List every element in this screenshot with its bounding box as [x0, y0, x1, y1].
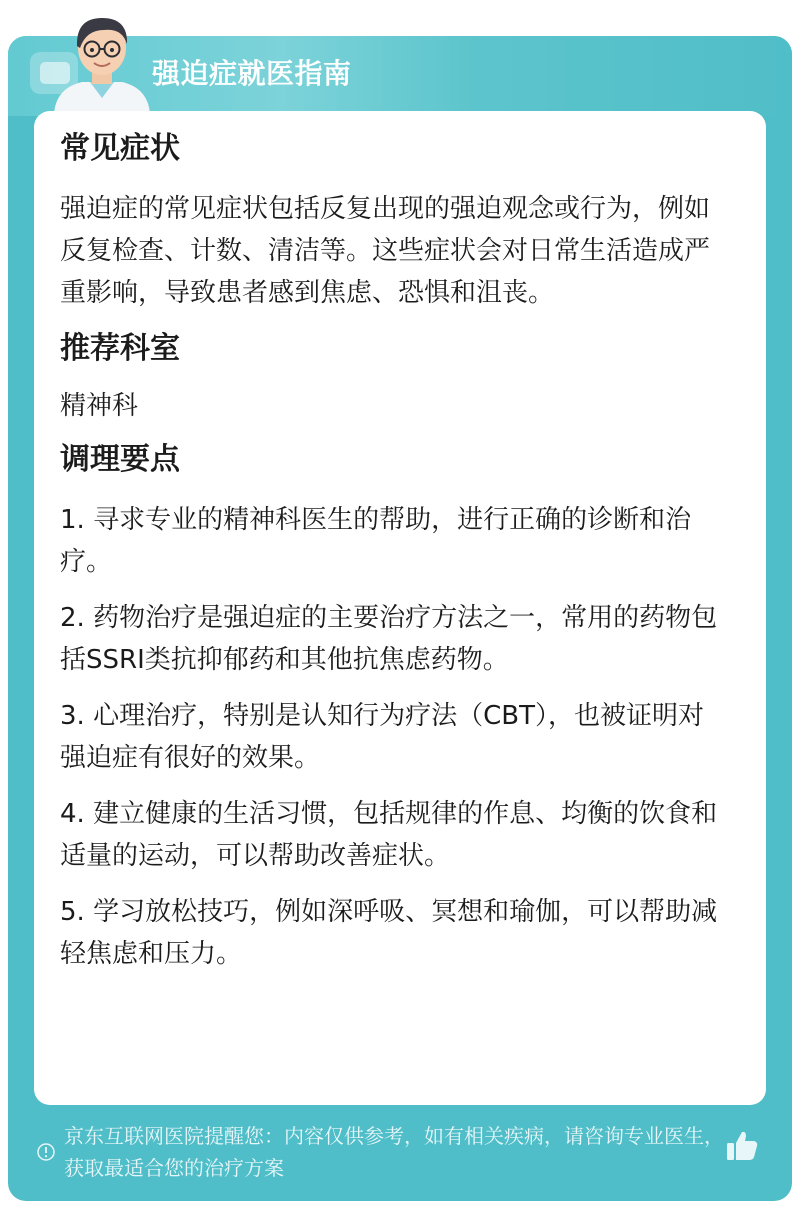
guide-content: [60, 130, 728, 975]
symptoms-text: 强迫症的常见症状包括反复出现的强迫观念或行为，例如反复检查、计数、清洁等。这些症状会对日常生活造成严重影响，导致患者感到焦虑、恐惧和沮丧。: [60, 193, 711, 308]
care-item-4: 4. 建立健康的生活习惯，包括规律的作息、均衡的饮食和适量的运动，可以帮助改善症状。: [60, 798, 718, 871]
care-item-2: 2. 药物治疗是强迫症的主要治疗方法之一，常用的药物包括SSRI类抗抑郁药和其他抗焦虑药物。: [60, 602, 718, 675]
thumbs-up-icon[interactable]: [724, 1128, 760, 1164]
care-heading: 调理要点: [60, 442, 180, 477]
care-item-5: 5. 学习放松技巧，例如深呼吸、冥想和瑜伽，可以帮助减轻焦虑和压力。: [60, 896, 718, 969]
department-heading: 推荐科室: [60, 330, 180, 366]
care-item-3: 3. 心理治疗，特别是认知行为疗法（CBT），也被证明对强迫症有很好的效果。: [60, 700, 704, 773]
info-icon: [36, 1142, 56, 1162]
page-title: 强迫症就医指南: [152, 57, 352, 90]
footer-notice: 京东互联网医院提醒您：内容仅供参考，如有相关疾病，请咨询专业医生，获取最适合您的治疗方案: [64, 1124, 724, 1180]
doctor-avatar-icon: [42, 6, 162, 114]
symptoms-heading: 常见症状: [60, 131, 180, 166]
department-text: 精神科: [60, 391, 139, 421]
care-item-1: 1. 寻求专业的精神科医生的帮助，进行正确的诊断和治疗。: [60, 504, 692, 577]
